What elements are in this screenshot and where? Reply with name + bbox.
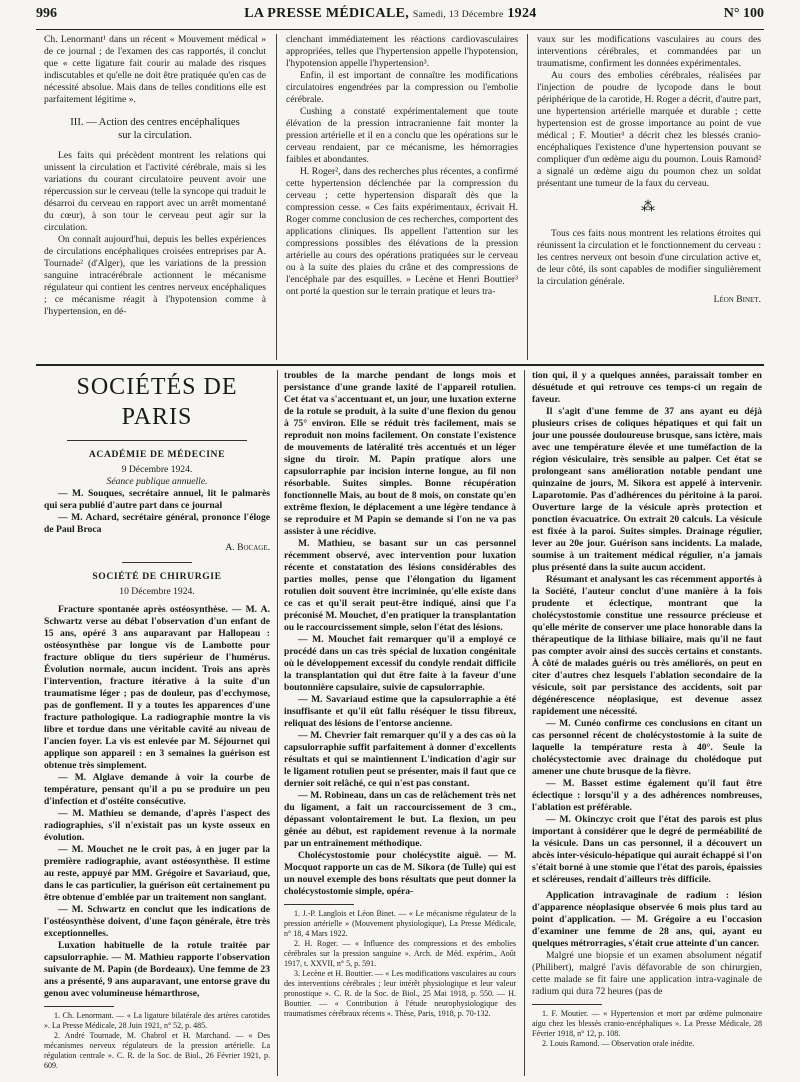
paragraph: — M. Mouchet ne le croit pas, à en juger par la première radiographie, avant ostéosynthèse. Il estime au reste, appuyé par MM. Grégoire et Savariaud, que, dans le cas particulier, la guérison eût certainement pu être obtenue d'emblée par un traitement non sanglant. bbox=[44, 844, 270, 903]
chirurgie-date: 10 Décembre 1924. bbox=[119, 586, 195, 597]
publication-name: LA PRESSE MÉDICALE, bbox=[244, 6, 410, 21]
bottom-column-1 bbox=[44, 370, 270, 1076]
footnote-rule bbox=[284, 904, 354, 905]
chirurgie-heading: SOCIÉTÉ DE CHIRURGIE bbox=[92, 571, 222, 582]
academie-session: Séance publique annuelle. bbox=[106, 476, 208, 487]
footnote: 2. André Tournade, M. Chabrol et H. Marchand. — « Des mécanismes nerveux régulateurs de la pression artérielle. La régulation centrale ». C. R. de la Soc. de Biol., 26 Février 1921, p. 609. bbox=[44, 1031, 270, 1070]
column-divider bbox=[276, 34, 277, 360]
top-column-1 bbox=[44, 34, 266, 360]
footnote: 2. H. Roger. — « Influence des compressions et des embolies cérébrales sur la pression sanguine ». Arch. de Méd. expérim., Août 1917, t. XXVII, n° 5, p. 591. bbox=[284, 939, 516, 968]
academie-date: 9 Décembre 1924. bbox=[121, 464, 193, 475]
paragraph: H. Roger², dans des recherches plus récentes, a confirmé cette hypertension déclenchée par la compression du cerveau ; cette hypertension disparaît dès que la compression cesse. « Ces faits expérimentaux, écrivait H. Roger comme conclusion de ces recherches, comportent des applications cliniques. Ils appellent l'attention sur les compressions possibles des élévations de la pression artérielle au cours des opérations pratiquées sur le cerveau ou à la suite des plaies du crâne et des compressions de l'encéphale par des esquilles. » Lecène et Henri Bouttier³ ont porté la question sur le terrain pratique et leurs tra- bbox=[286, 166, 518, 297]
title-rule bbox=[67, 440, 247, 441]
paragraph: Malgré une biopsie et un examen absolument négatif (Philibert), malgré l'avis défavorable de son chirurgien, cette malade se fit faire une application intra-vaginale de radium qui dura 72 heures (pas de bbox=[532, 950, 762, 997]
paragraph: — M. Cunéo confirme ces conclusions en citant un cas personnel récent de cholécystostomie à la suite de laquelle la température resta à 40°. Seule la cholécystectomie avec drainage du cholédoque put amener une chute brusque de la fièvre. bbox=[532, 718, 762, 777]
footnote: 1. J.-P. Langlois et Léon Binet. — « Le mécanisme régulateur de la pression artérielle » (Mouvement physiologique), La Presse Médicale, n° 18, 4 Mars 1922. bbox=[284, 909, 516, 938]
paragraph: Les faits qui précèdent montrent les relations qui unissent la circulation et l'activité cérébrale, mais si les variations du courant circulatoire peuvent avoir une répercussion sur le cerveau (telle la syncope qui traduit le désarroi du cerveau en rapport avec un arrêt momentané du cœur), à son tour le cerveau peut agir sur la circulation. bbox=[44, 150, 266, 233]
bottom-column-2 bbox=[284, 370, 516, 1076]
paragraph: — M. Chevrier fait remarquer qu'il y a des cas où la capsulorraphie suffit parfaitement à donner d'excellents résultats et qui se maintiennent L'indication d'agir sur le ligament rotulien peut se présenter, mais il faut que ce dernier soit relâché, ce qui n'est pas constant. bbox=[284, 730, 516, 789]
footnote: 3. Lecène et H. Bouttier. — « Les modifications vasculaires au cours des interventions cérébrales ; leur intérêt physiologique et leur valeur pronostique ». C. R. de la Soc. de Biol., 25 Mai 1918, p. 550. — H. Bouttier. — « Contribution à l'étude neurophysiologique des traumatismes cérébraux récents ». Thèse, Paris, 1918, p. 70-132. bbox=[284, 969, 516, 1018]
paragraph: M. Mathieu, se basant sur un cas personnel récemment observé, avec intervention pour luxation récente et constatation des lésions considérables des parties molles, pense que l'élongation du ligament rotulien doit souvent être incriminée, qu'elle existe dans ce cas et qu'il serait peut-être indiqué, ainsi que l'a préconisé M. Mouchet, d'en pratiquer la transplantation ou le raccourcissement simple, selon l'état des lésions. bbox=[284, 538, 516, 633]
column-divider bbox=[524, 370, 525, 1076]
paragraph: Enfin, il est important de connaître les modifications circulatoires engendrées par la compression ou l'embolie cérébrale. bbox=[286, 70, 518, 105]
top-column-2 bbox=[286, 34, 518, 360]
publication-line bbox=[244, 6, 536, 22]
footnote-rule bbox=[44, 1006, 114, 1007]
header-rule bbox=[36, 29, 764, 30]
issue-year: 1924 bbox=[507, 6, 537, 21]
paragraph: Fracture spontanée après ostéosynthèse. — M. A. Schwartz verse au débat l'observation d'un enfant de 15 ans, opéré 3 ans auparavant par Hallopeau : ostéosynthèse par longue vis de Lambotte pour fracture oblique du tiers supérieur de l'humérus. Évolution normale, aucun incident. Trois ans après l'intervention, fracture itérative à la suite d'un traumatisme léger ; pas de douleur, pas d'ecchymose, pas de gonflement. Il y a toutes les apparences d'une fracture pathologique. La radiographie montre la vis libre et tordue dans une véritable cavité au niveau de l'ancien foyer. La vis est enlevée par M. Séjournet qui applique son appareil : en 3 semaines la guérison est obtenue très simplement. bbox=[44, 604, 270, 771]
section-heading bbox=[44, 116, 266, 142]
footnotes bbox=[44, 1011, 270, 1071]
paragraph: vaux sur les modifications vasculaires au cours des interventions cérébrales, et commandées par un traumatisme, confirment les données expérimentales. bbox=[537, 34, 761, 69]
top-column-3 bbox=[537, 34, 761, 360]
paragraph: — M. Savariaud estime que la capsulorraphie a été insuffisante et qu'il eût fallu réséquer le tissu fibreux, reliquat des lésions de l'entorse ancienne. bbox=[284, 694, 516, 729]
paragraph: Cholécystostomie pour cholécystite aiguë. — M. Mocquot rapporte un cas de M. Sikora (de Tulle) qui est un nouvel exemple des bons résultats que peut donner la cholécystostomie simple, opéra- bbox=[284, 850, 516, 897]
paragraph: — M. Schwartz en conclut que les indications de l'ostéosynthèse doivent, d'une façon générale, être très exceptionnelles. bbox=[44, 904, 270, 939]
section-rule bbox=[36, 364, 764, 366]
section-heading-line: sur la circulation. bbox=[118, 130, 192, 141]
paragraph: — M. Okinczyc croit que l'état des parois est plus important à considérer que le degré de perméabilité de la vésicule. Dans un cas personnel, il a découvert un abcès inter-vésiculo-hépatique qui aurait échappé si l'on s'était borné à une stomie que l'état des parois, épaissies et scléreuses, rendait d'ailleurs très difficile. bbox=[532, 814, 762, 885]
paragraph: — M. Mouchet fait remarquer qu'il a employé ce procédé dans un cas très spécial de luxation congénitale où le développement excessif du condyle rendait difficile la transplantation qui dut être faite à la faveur d'une boutonnière capsulaire, suivie de capsulorraphie. bbox=[284, 634, 516, 693]
footnote-rule bbox=[532, 1004, 602, 1005]
paragraph: — M. Robineau, dans un cas de relâchement très net du ligament, a fait un raccourcissement de 3 cm., dépassant volontairement le but. La flexion, un peu gênée au début, est rapidement revenue à la normale par un entraînement méthodique. bbox=[284, 790, 516, 849]
footnote: 2. Louis Ramond. — Observation orale inédite. bbox=[542, 1039, 695, 1048]
section-heading-line: III. — Action des centres encéphaliques bbox=[70, 117, 240, 128]
footnotes bbox=[284, 909, 516, 1019]
column-divider bbox=[527, 34, 528, 360]
paragraph: tion qui, il y a quelques années, paraissait tomber en désuétude et qui retrouve ces temps-ci un regain de faveur. bbox=[532, 370, 762, 405]
bottom-column-3 bbox=[532, 370, 762, 1076]
footnotes bbox=[532, 1009, 762, 1049]
report-signature: A. Bocage. bbox=[225, 542, 270, 553]
paragraph: Application intravaginale de radium : lésion d'apparence néoplasique observée 6 mois plus tard au point d'application. — M. Grégoire a eu l'occasion d'examiner une femme de 28 ans, qui, ayant eu quelques métrorragies, s'était crue atteinte d'un cancer. bbox=[532, 890, 762, 949]
paragraph: Cushing a constaté expérimentalement que toute élévation de la pression intracranienne fait monter la pression artérielle et il en a conclu que les opérations sur le cerveau rendaient, par ce mécanisme, les hémorragies faibles et abondantes. bbox=[286, 106, 518, 165]
footnote: 1. F. Moutier. — « Hypertension et mort par œdème pulmonaire aigu chez les blessés cranio-encéphaliques ». La Presse Médicale, 28 Février 1918, n° 12, p. 108. bbox=[532, 1009, 762, 1038]
paragraph: Il s'agit d'une femme de 37 ans ayant eu déjà plusieurs crises de coliques hépatiques et qui fait un jour une poussée douloureuse brusque, sans ictère, mais avec une température élevée et une tuméfaction de la région vésiculaire, très sensible au palper. Cet état se prolongeant sans amélioration notable pendant une quinzaine de jours, M. Sikora est appelé à intervenir. Laparotomie. Pas d'adhérences du péritoine à la paroi. Ouverture large de la vésicule après protection et ponction évacuatrice. On extrait 20 calculs. La vésicule est fixée à la paroi. Suites simples. Drainage régulier, lever au 20e jour. Guérison sans incidents. La malade, soumise à un traitement médical régulier, n'a jamais plus présenté dans la suite aucun accident. bbox=[532, 406, 762, 573]
issue-date: Samedi, 13 Décembre bbox=[412, 9, 504, 20]
paragraph: Résumant et analysant les cas récemment apportés à la Société, l'auteur conclut d'une manière à la fois prudente et éclectique, montrant que la cholécystostomie constitue une ressource précieuse et qu'elle mérite de conserver une place honorable dans la thérapeutique de la lithiase biliaire, mais qu'il ne faut pas compter avoir ainsi des succès certains et constants. À côté de malades guéris ou très améliorés, on peut en citer d'autres chez lesquels l'ablation secondaire de la vésicule, soit par persistance des accidents, soit par dégénérescence néoplasique, est devenue assez rapidement une nécessité. bbox=[532, 574, 762, 717]
page-number: 996 bbox=[36, 6, 57, 21]
paragraph: Luxation habituelle de la rotule traitée par capsulorraphie. — M. Mathieu rapporte l'observation suivante de M. Papin (de Bordeaux). Une femme de 23 ans a présenté, 9 ans auparavant, une entorse grave du genou avec volumineuse hémarthrose, bbox=[44, 940, 270, 999]
running-header bbox=[36, 6, 764, 26]
paragraph: Tous ces faits nous montrent les relations étroites qui réunissent la circulation et le fonctionnement du cerveau : les centres nerveux ont besoin d'une circulation active et, de leur côté, ils sont capables de modifier singulièrement la circulation générale. bbox=[537, 228, 761, 287]
paragraph: On connaît aujourd'hui, depuis les belles expériences de circulations encéphaliques croisées entreprises par A. Tournade² (d'Alger), que les variations de la pression sanguine intracérébrale actionnent le mécanisme régulateur qui contient les centres nerveux encéphaliques ; ce mécanisme réagit à l'hypotension comme à l'hypertension, en dé- bbox=[44, 234, 266, 317]
paragraph: Ch. Lenormant¹ dans un récent « Mouvement médical » de ce journal ; de l'examen des cas rapportés, il conclut que « cette ligature fait courir au malade des risques indiscutables et qu'elle ne doit être pratiquée qu'en cas de nécessité absolue. Mais dans de telles conditions elle est parfaitement légitime ». bbox=[44, 34, 266, 105]
paragraph: clenchant immédiatement les réactions cardiovasculaires appropriées, telles que l'hypertension appelle l'hypotension, l'hypotension appelle l'hypertension³. bbox=[286, 34, 518, 69]
short-rule bbox=[122, 562, 192, 563]
paragraph: — M. Souques, secrétaire annuel, lit le palmarès qui sera publié d'autre part dans ce journal bbox=[44, 488, 270, 511]
paragraph: — M. Mathieu se demande, d'après l'aspect des radiographies, s'il n'existait pas un kyste osseux en évolution. bbox=[44, 808, 270, 843]
paragraph: Au cours des embolies cérébrales, réalisées par l'injection de poudre de lycopode dans le bout périphérique de la carotide, H. Roger a décrit, d'autre part, une hypertension artérielle marquée et durable ; cette hypertension est de grosse importance au point de vue médical ; F. Moutier¹ a décrit chez les blessés cranio-encéphaliques l'existence d'une hypertension pouvant se compliquer d'un œdème aigu du poumon. Louis Ramond² a signalé un œdème aigu du poumon chez un soldat présentant une tumeur de la faux du cerveau. bbox=[537, 70, 761, 189]
academie-heading: ACADÉMIE DE MÉDECINE bbox=[88, 449, 226, 460]
asterism: ⁂ bbox=[641, 200, 657, 215]
paragraph: — M. Basset estime également qu'il faut être éclectique : lorsqu'il y a des adhérences nombreuses, l'ablation est préférable. bbox=[532, 778, 762, 813]
column-divider bbox=[277, 370, 278, 1076]
paragraph: — M. Achard, secrétaire général, prononce l'éloge de Paul Broca bbox=[44, 512, 270, 535]
paragraph: — M. Alglave demande à voir la courbe de température, pensant qu'il a pu se produire un peu d'infection et d'ostéite consécutive. bbox=[44, 772, 270, 807]
societes-title: SOCIÉTÉS DE PARIS bbox=[76, 374, 238, 430]
issue-number: N° 100 bbox=[723, 6, 764, 21]
paragraph: troubles de la marche pendant de longs mois et persistance d'une grande laxité de l'appareil rotulien. Cet état va s'accentuant et, un jour, une luxation externe de la rotule se produit, à la suite d'une flexion du genou à 75° environ. Elle se réduit très facilement, mais se reproduit non moins facilement. On constate l'existence de mouvements de latéralité très accentués et un léger signe du tiroir. M. Papin pratique alors une capsulorraphie par incision interne longue, au fil non résorbable. Suites simples. Bonne récupération fonctionnelle Mais, au bout de 8 mois, on constate qu'en extrême flexion, le déplacement a une légère tendance à se reproduire et M Papin se demande si l'on ne va pas assister à une récidive. bbox=[284, 370, 516, 537]
author-signature: Léon Binet. bbox=[713, 294, 761, 305]
footnote: 1. Ch. Lenormant. — « La ligature bilatérale des artères carotides ». La Presse Médicale, 28 Juin 1921, n° 52, p. 485. bbox=[44, 1011, 270, 1030]
